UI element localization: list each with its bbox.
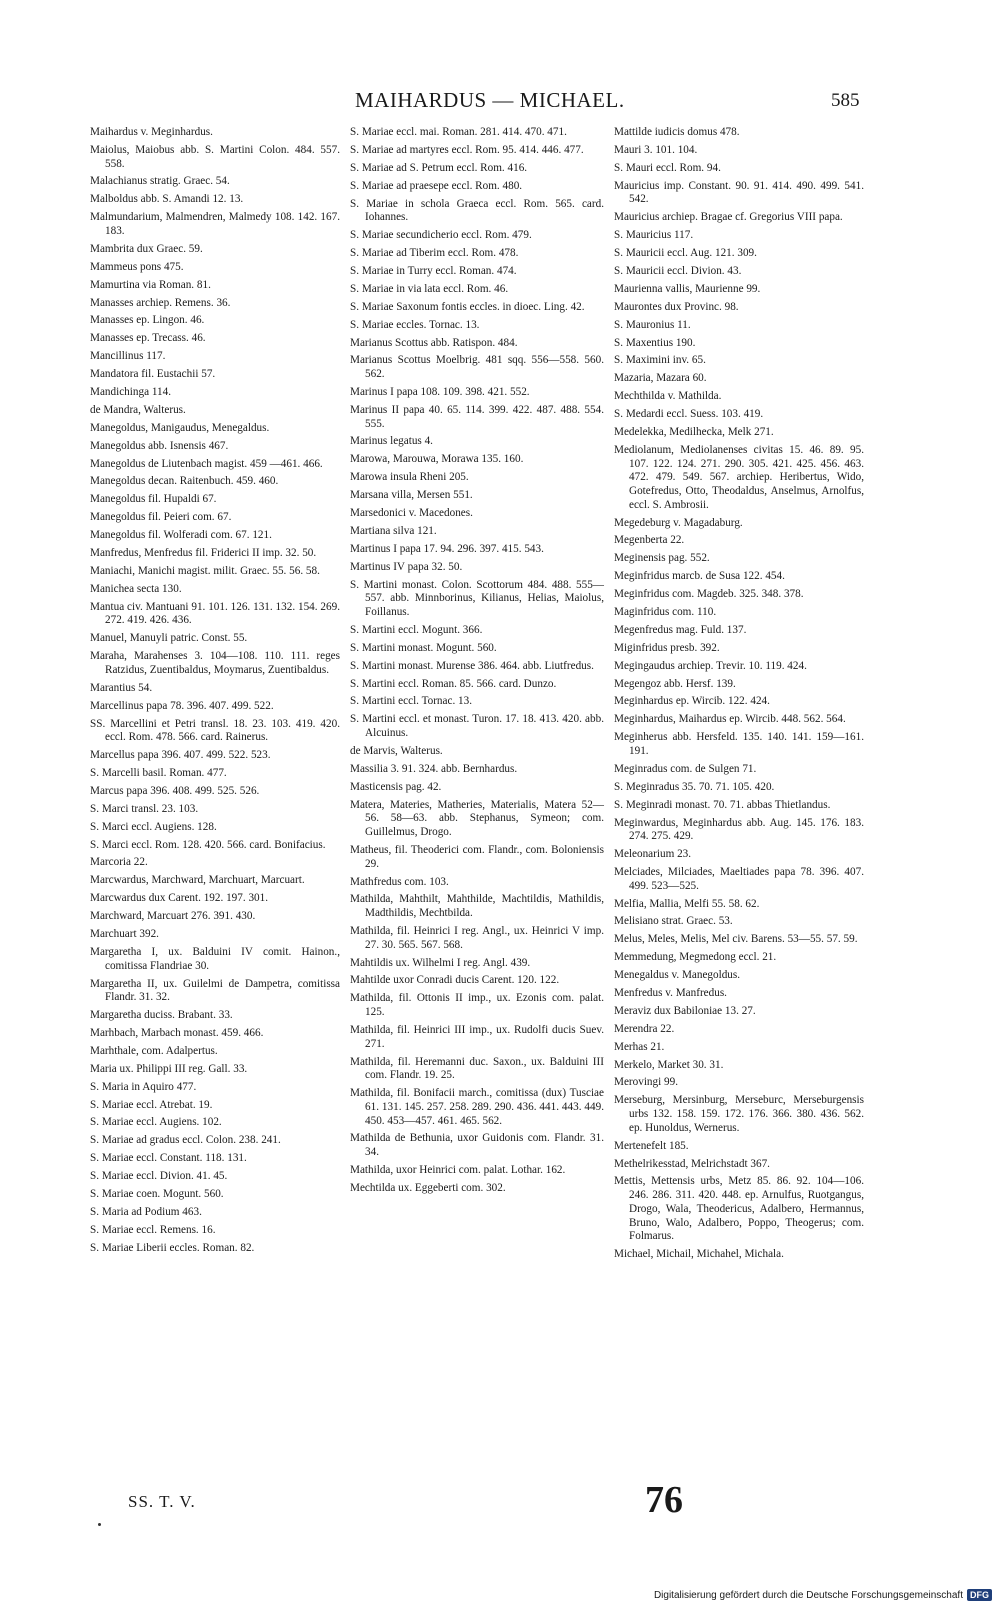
- index-entry: Maginfridus com. 110.: [614, 606, 717, 618]
- index-entry: S. Martini eccl. Roman. 85. 566. card. Dunzo.: [350, 677, 557, 690]
- index-entry: Mauricius archiep. Bragae cf. Gregorius VIII papa.: [614, 211, 843, 224]
- index-entry: S. Mariae eccl. Atrebat. 19.: [90, 1098, 213, 1111]
- credit-text: Digitalisierung gefördert durch die Deutsche Forschungsgemeinschaft: [653, 1589, 963, 1601]
- index-entry: Marchuart 392.: [90, 928, 159, 941]
- index-entry: Mathfredus com. 103.: [350, 875, 449, 888]
- index-entry: S. Mariae in schola Graeca eccl. Rom. 565. card. Iohannes.: [350, 197, 604, 224]
- index-entry: Manegoldus de Liutenbach magist. 459 —461. 466.: [90, 457, 323, 470]
- index-entry: Marcwardus dux Carent. 192. 197. 301.: [90, 892, 269, 905]
- index-entry: Marhthale, com. Adalpertus.: [90, 1044, 218, 1057]
- index-entry: Maraha, Marahenses 3. 104—108. 110. 111. reges Ratzidus, Zuentibaldus, Moymarus, Zuentibaldus.: [90, 650, 340, 676]
- index-entry: Mechtilda ux. Eggeberti com. 302.: [350, 1181, 506, 1194]
- index-entry: Mathilda, uxor Heinrici com. palat. Lothar. 162.: [350, 1164, 566, 1177]
- index-entry: Mechthilda v. Mathilda.: [614, 390, 722, 403]
- index-entry: Margaretha duciss. Brabant. 33.: [90, 1009, 233, 1022]
- index-entry: Michael, Michail, Michahel, Michala.: [614, 1248, 784, 1261]
- index-entry: Meginradus com. de Sulgen 71.: [614, 762, 757, 775]
- index-entry: Mathilda, fil. Ottonis II imp., ux. Ezonis com. palat. 125.: [350, 992, 604, 1019]
- index-entry: Marantius 54.: [90, 681, 153, 694]
- index-entry: Manasses ep. Lingon. 46.: [90, 314, 205, 327]
- index-entry: S. Meginradus 35. 70. 71. 105. 420.: [614, 780, 775, 793]
- index-entry: Menfredus v. Manfredus.: [614, 987, 727, 1000]
- index-entry: Menegaldus v. Manegoldus.: [614, 969, 741, 982]
- index-entry: Mazaria, Mazara 60.: [614, 372, 707, 385]
- index-entry: Manegoldus fil. Hupaldi 67.: [90, 493, 217, 506]
- index-entry: Mertenefelt 185.: [614, 1139, 689, 1152]
- index-entry: Matera, Materies, Matheries, Materialis, Matera 52—56. 58—63. abb. Stephanus, Symeon; com. Guillelmus, Drogo.: [350, 798, 604, 839]
- index-entry: Manegoldus, Manigaudus, Menegaldus.: [90, 421, 270, 434]
- index-entry: Merhas 21.: [614, 1040, 665, 1053]
- index-entry: Marowa, Marouwa, Morawa 135. 160.: [350, 453, 524, 466]
- index-entry: Maiolus, Maiobus abb. S. Martini Colon. 484. 557. 558.: [90, 143, 340, 170]
- index-entry: S. Mariae ad S. Petrum eccl. Rom. 416.: [350, 161, 528, 174]
- index-entry: Marhbach, Marbach monast. 459. 466.: [90, 1027, 264, 1039]
- index-entry: Mambrita dux Graec. 59.: [90, 242, 203, 255]
- index-column-3: [614, 126, 864, 1266]
- index-entry: Meginfridus com. Magdeb. 325. 348. 378.: [614, 588, 804, 601]
- index-entry: Marchward, Marcuart 276. 391. 430.: [90, 910, 256, 923]
- index-entry: S. Mariae eccl. Constant. 118. 131.: [90, 1152, 247, 1165]
- index-entry: S. Maximini inv. 65.: [614, 354, 706, 367]
- index-entry: Merseburg, Mersinburg, Merseburc, Merseburgensis urbs 132. 158. 159. 172. 176. 366. 380. 436. 562. ep. Hunoldus, Wernerus.: [614, 1094, 864, 1134]
- index-entry: Marcellinus papa 78. 396. 407. 499. 522.: [90, 699, 274, 712]
- index-entry: Melciades, Milciades, Maeltiades papa 78. 396. 407. 499. 523—525.: [614, 865, 864, 892]
- index-entry: Miginfridus presb. 392.: [614, 641, 720, 654]
- index-entry: SS. Marcellini et Petri transl. 18. 23. 103. 419. 420. eccl. Rom. 478. 566. card. Rainerus.: [90, 717, 340, 744]
- index-entry: Manegoldus decan. Raitenbuch. 459. 460.: [90, 475, 279, 488]
- index-entry: S. Mauronius 11.: [614, 318, 691, 331]
- index-entry: Manuel, Manuyli patric. Const. 55.: [90, 632, 248, 645]
- index-entry: Meginhardus, Maihardus ep. Wircib. 448. 562. 564.: [614, 713, 846, 726]
- index-entry: S. Mariae coen. Mogunt. 560.: [90, 1188, 224, 1201]
- index-entry: Marianus Scottus abb. Ratispon. 484.: [350, 336, 518, 349]
- index-entry: Meginfridus marcb. de Susa 122. 454.: [614, 570, 785, 583]
- index-entry: Marcellus papa 396. 407. 499. 522. 523.: [90, 749, 271, 762]
- index-entry: Mahtildis ux. Wilhelmi I reg. Angl. 439.: [350, 956, 531, 969]
- index-entry: Marowa insula Rheni 205.: [350, 471, 469, 484]
- index-entry: S. Martini monast. Mogunt. 560.: [350, 641, 497, 654]
- index-entry: Manasses ep. Trecass. 46.: [90, 332, 206, 345]
- index-column-2: [350, 126, 604, 1200]
- running-title: MAIHARDUS — MICHAEL.: [355, 88, 625, 112]
- index-entry: S. Mariae in Turry eccl. Roman. 474.: [350, 264, 517, 277]
- index-entry: S. Martini monast. Murense 386. 464. abb. Liutfredus.: [350, 659, 594, 672]
- index-entry: S. Meginradi monast. 70. 71. abbas Thietlandus.: [614, 798, 831, 811]
- index-entry: Medelekka, Medilhecka, Melk 271.: [614, 425, 774, 438]
- index-entry: Megedeburg v. Magadaburg.: [614, 516, 743, 529]
- page-number: 585: [831, 90, 860, 111]
- index-entry: Megenberta 22.: [614, 534, 685, 547]
- index-entry: S. Marci eccl. Augiens. 128.: [90, 820, 217, 833]
- index-entry: Malmundarium, Malmendren, Malmedy 108. 142. 167. 183.: [90, 211, 340, 237]
- dfg-logo-icon: DFG: [967, 1589, 992, 1601]
- index-entry: Mamurtina via Roman. 81.: [90, 278, 211, 291]
- index-entry: S. Medardi eccl. Suess. 103. 419.: [614, 408, 764, 421]
- index-entry: Merovingi 99.: [614, 1076, 679, 1089]
- index-entry: Marcoria 22.: [90, 856, 148, 869]
- index-entry: Maniachi, Manichi magist. milit. Graec. 55. 56. 58.: [90, 564, 320, 577]
- index-entry: S. Marci transl. 23. 103.: [90, 802, 199, 815]
- index-entry: S. Mariae ad gradus eccl. Colon. 238. 241.: [90, 1134, 281, 1147]
- index-entry: S. Mariae eccl. Augiens. 102.: [90, 1116, 222, 1129]
- index-entry: Manasses archiep. Remens. 36.: [90, 296, 231, 309]
- index-entry: Mathilda, fil. Heinrici III imp., ux. Rudolfi ducis Suev. 271.: [350, 1023, 604, 1050]
- index-entry: Malachianus stratig. Graec. 54.: [90, 175, 230, 188]
- index-entry: S. Mariae in via lata eccl. Rom. 46.: [350, 282, 509, 295]
- index-entry: Margaretha I, ux. Balduini IV comit. Hainon., comitissa Flandriae 30.: [90, 945, 340, 972]
- index-entry: Mathilda, fil. Heinrici I reg. Angl., ux. Heinrici V imp. 27. 30. 565. 567. 568.: [350, 924, 604, 951]
- index-entry: Mathilda, fil. Bonifacii march., comitissa (dux) Tusciae 61. 131. 145. 257. 258. 289. 290. 436. 441. 443. 449. 450. 453—457. 461. 465. 562.: [350, 1087, 604, 1127]
- index-entry: Masticensis pag. 42.: [350, 780, 442, 793]
- index-entry: S. Mariae Liberii eccles. Roman. 82.: [90, 1241, 255, 1254]
- index-entry: Melus, Meles, Melis, Mel civ. Barens. 53—55. 57. 59.: [614, 933, 858, 946]
- index-entry: Mathilda, Mahthilt, Mahthilde, Machtildis, Mathildis, Madthildis, Mechtbilda.: [350, 893, 604, 920]
- index-entry: Maurienna vallis, Maurienne 99.: [614, 282, 761, 295]
- index-entry: S. Marci eccl. Rom. 128. 420. 566. card. Bonifacius.: [90, 838, 326, 851]
- digitization-credit: [592, 1585, 992, 1605]
- index-entry: Meginherus abb. Hersfeld. 135. 140. 141. 159—161. 191.: [614, 731, 864, 757]
- index-entry: Mathilda, fil. Heremanni duc. Saxon., ux. Balduini III com. Flandr. 19. 25.: [350, 1055, 604, 1082]
- volume-signature: SS. T. V.: [128, 1492, 196, 1511]
- index-entry: S. Maxentius 190.: [614, 336, 696, 349]
- index-entry: S. Martini monast. Colon. Scottorum 484. 488. 555—557. abb. Minnborinus, Kilianus, Helias, Maiolus, Foillanus.: [350, 578, 604, 618]
- index-entry: Methelrikesstad, Melrichstadt 367.: [614, 1157, 770, 1170]
- index-entry: Megenfredus mag. Fuld. 137.: [614, 623, 747, 636]
- index-entry: Marinus I papa 108. 109. 398. 421. 552.: [350, 385, 530, 398]
- index-entry: S. Mariae ad Tiberim eccl. Rom. 478.: [350, 247, 519, 260]
- index-entry: Mathilda de Bethunia, uxor Guidonis com. Flandr. 31. 34.: [350, 1132, 604, 1159]
- index-entry: Manegoldus abb. Isnensis 467.: [90, 439, 229, 452]
- index-entry: Matheus, fil. Theoderici com. Flandr., com. Boloniensis 29.: [350, 843, 604, 870]
- index-entry: Megengoz abb. Hersf. 139.: [614, 677, 736, 690]
- index-entry: Mattilde iudicis domus 478.: [614, 126, 740, 138]
- index-entry: Mammeus pons 475.: [90, 260, 184, 273]
- index-entry: de Marvis, Walterus.: [350, 744, 443, 757]
- index-entry: S. Maria ad Podium 463.: [90, 1205, 202, 1218]
- index-entry: Mandatora fil. Eustachii 57.: [90, 368, 216, 381]
- index-entry: Martiana silva 121.: [350, 524, 437, 537]
- index-entry: S. Mauricius 117.: [614, 229, 694, 242]
- index-entry: Mahtilde uxor Conradi ducis Carent. 120. 122.: [350, 974, 560, 987]
- index-entry: S. Mariae eccles. Tornac. 13.: [350, 318, 480, 331]
- index-column-1: [90, 126, 340, 1260]
- index-entry: Melfia, Mallia, Melfi 55. 58. 62.: [614, 897, 760, 910]
- index-entry: Manfredus, Menfredus fil. Friderici II imp. 32. 50.: [90, 547, 317, 559]
- index-entry: Meginhardus ep. Wircib. 122. 424.: [614, 695, 770, 708]
- page-header: [0, 88, 1000, 118]
- index-entry: S. Mariae ad martyres eccl. Rom. 95. 414. 446. 477.: [350, 143, 584, 156]
- index-entry: Mettis, Mettensis urbs, Metz 85. 86. 92. 104—106. 246. 286. 311. 420. 448. ep. Arnulfus, Ruotgangus, Drogo, Wala, Theodericus, Adalbero, Hermannus, Bruno, Walo, Adalbero, Poppo, Theogerus; com. Folmarus.: [614, 1175, 864, 1243]
- index-entry: Merendra 22.: [614, 1022, 675, 1035]
- index-entry: Maria ux. Philippi III reg. Gall. 33.: [90, 1062, 248, 1075]
- index-entry: S. Martini eccl. Mogunt. 366.: [350, 623, 483, 636]
- index-entry: Manegoldus fil. Wolferadi com. 67. 121.: [90, 529, 272, 542]
- index-entry: Meginwardus, Meginhardus abb. Aug. 145. 176. 183. 274. 275. 429.: [614, 816, 864, 843]
- index-entry: Mauri 3. 101. 104.: [614, 143, 698, 156]
- index-entry: Marsedonici v. Macedones.: [350, 507, 473, 520]
- index-entry: Memmedung, Megmedong eccl. 21.: [614, 951, 777, 964]
- index-entry: S. Mauricii eccl. Aug. 121. 309.: [614, 247, 757, 260]
- index-entry: S. Marcelli basil. Roman. 477.: [90, 767, 227, 780]
- index-entry: Marinus legatus 4.: [350, 435, 433, 448]
- stray-mark: [98, 1523, 101, 1526]
- index-entry: Mediolanum, Mediolanenses civitas 15. 46. 89. 95. 107. 122. 124. 271. 290. 305. 421. 425. 456. 463. 472. 479. 549. 567. archiep. Heribertus, Wido, Gotefredus, Otto, Theodaldus, Anselmus, Arnolfus, eccl. S. Ambrosii.: [614, 443, 864, 511]
- index-entry: Megingaudus archiep. Trevir. 10. 119. 424.: [614, 659, 807, 672]
- index-entry: S. Mariae Saxonum fontis eccles. in dioec. Ling. 42.: [350, 300, 585, 313]
- index-entry: Mantua civ. Mantuani 91. 101. 126. 131. 132. 154. 269. 272. 419. 426. 436.: [90, 600, 340, 627]
- index-entry: Marcus papa 396. 408. 499. 525. 526.: [90, 784, 260, 797]
- index-entry: S. Mariae eccl. Divion. 41. 45.: [90, 1170, 228, 1183]
- index-entry: S. Mariae ad praesepe eccl. Rom. 480.: [350, 179, 523, 192]
- index-entry: Martinus I papa 17. 94. 296. 397. 415. 543.: [350, 542, 544, 555]
- index-entry: Manichea secta 130.: [90, 582, 182, 595]
- index-entry: S. Mariae eccl. mai. Roman. 281. 414. 470. 471.: [350, 126, 567, 138]
- index-entry: Mandichinga 114.: [90, 385, 171, 398]
- index-entry: Meginensis pag. 552.: [614, 552, 710, 565]
- index-entry: S. Mauri eccl. Rom. 94.: [614, 161, 721, 174]
- index-entry: S. Martini eccl. et monast. Turon. 17. 18. 413. 420. abb. Alcuinus.: [350, 713, 604, 740]
- index-entry: Marianus Scottus Moelbrig. 481 sqq. 556—558. 560. 562.: [350, 354, 604, 381]
- index-entry: Manegoldus fil. Peieri com. 67.: [90, 511, 232, 524]
- index-entry: S. Mariae eccl. Remens. 16.: [90, 1223, 216, 1236]
- index-entry: Marcwardus, Marchward, Marchuart, Marcuart.: [90, 874, 305, 887]
- index-entry: Melisiano strat. Graec. 53.: [614, 915, 733, 928]
- index-entry: Margaretha II, ux. Guilelmi de Dampetra, comitissa Flandr. 31. 32.: [90, 977, 340, 1004]
- index-entry: S. Mauricii eccl. Divion. 43.: [614, 264, 742, 277]
- index-entry: Marinus II papa 40. 65. 114. 399. 422. 487. 488. 554. 555.: [350, 403, 604, 430]
- index-entry: Massilia 3. 91. 324. abb. Bernhardus.: [350, 762, 518, 775]
- index-entry: Mauricius imp. Constant. 90. 91. 414. 490. 499. 541. 542.: [614, 179, 864, 206]
- index-entry: de Mandra, Walterus.: [90, 403, 186, 416]
- sheet-number: 76: [645, 1479, 683, 1521]
- index-entry: S. Mariae secundicherio eccl. Rom. 479.: [350, 229, 532, 242]
- index-entry: Merkelo, Market 30. 31.: [614, 1058, 724, 1071]
- index-entry: Meraviz dux Babiloniae 13. 27.: [614, 1004, 756, 1017]
- index-entry: Martinus IV papa 32. 50.: [350, 560, 463, 573]
- index-entry: Maurontes dux Provinc. 98.: [614, 300, 739, 313]
- index-entry: Mancillinus 117.: [90, 350, 166, 363]
- index-entry: S. Martini eccl. Tornac. 13.: [350, 695, 473, 708]
- index-entry: Marsana villa, Mersen 551.: [350, 489, 473, 502]
- index-entry: Meleonarium 23.: [614, 848, 692, 861]
- index-entry: Maihardus v. Meginhardus.: [90, 126, 213, 138]
- index-entry: Malboldus abb. S. Amandi 12. 13.: [90, 193, 244, 206]
- index-entry: S. Maria in Aquiro 477.: [90, 1080, 197, 1093]
